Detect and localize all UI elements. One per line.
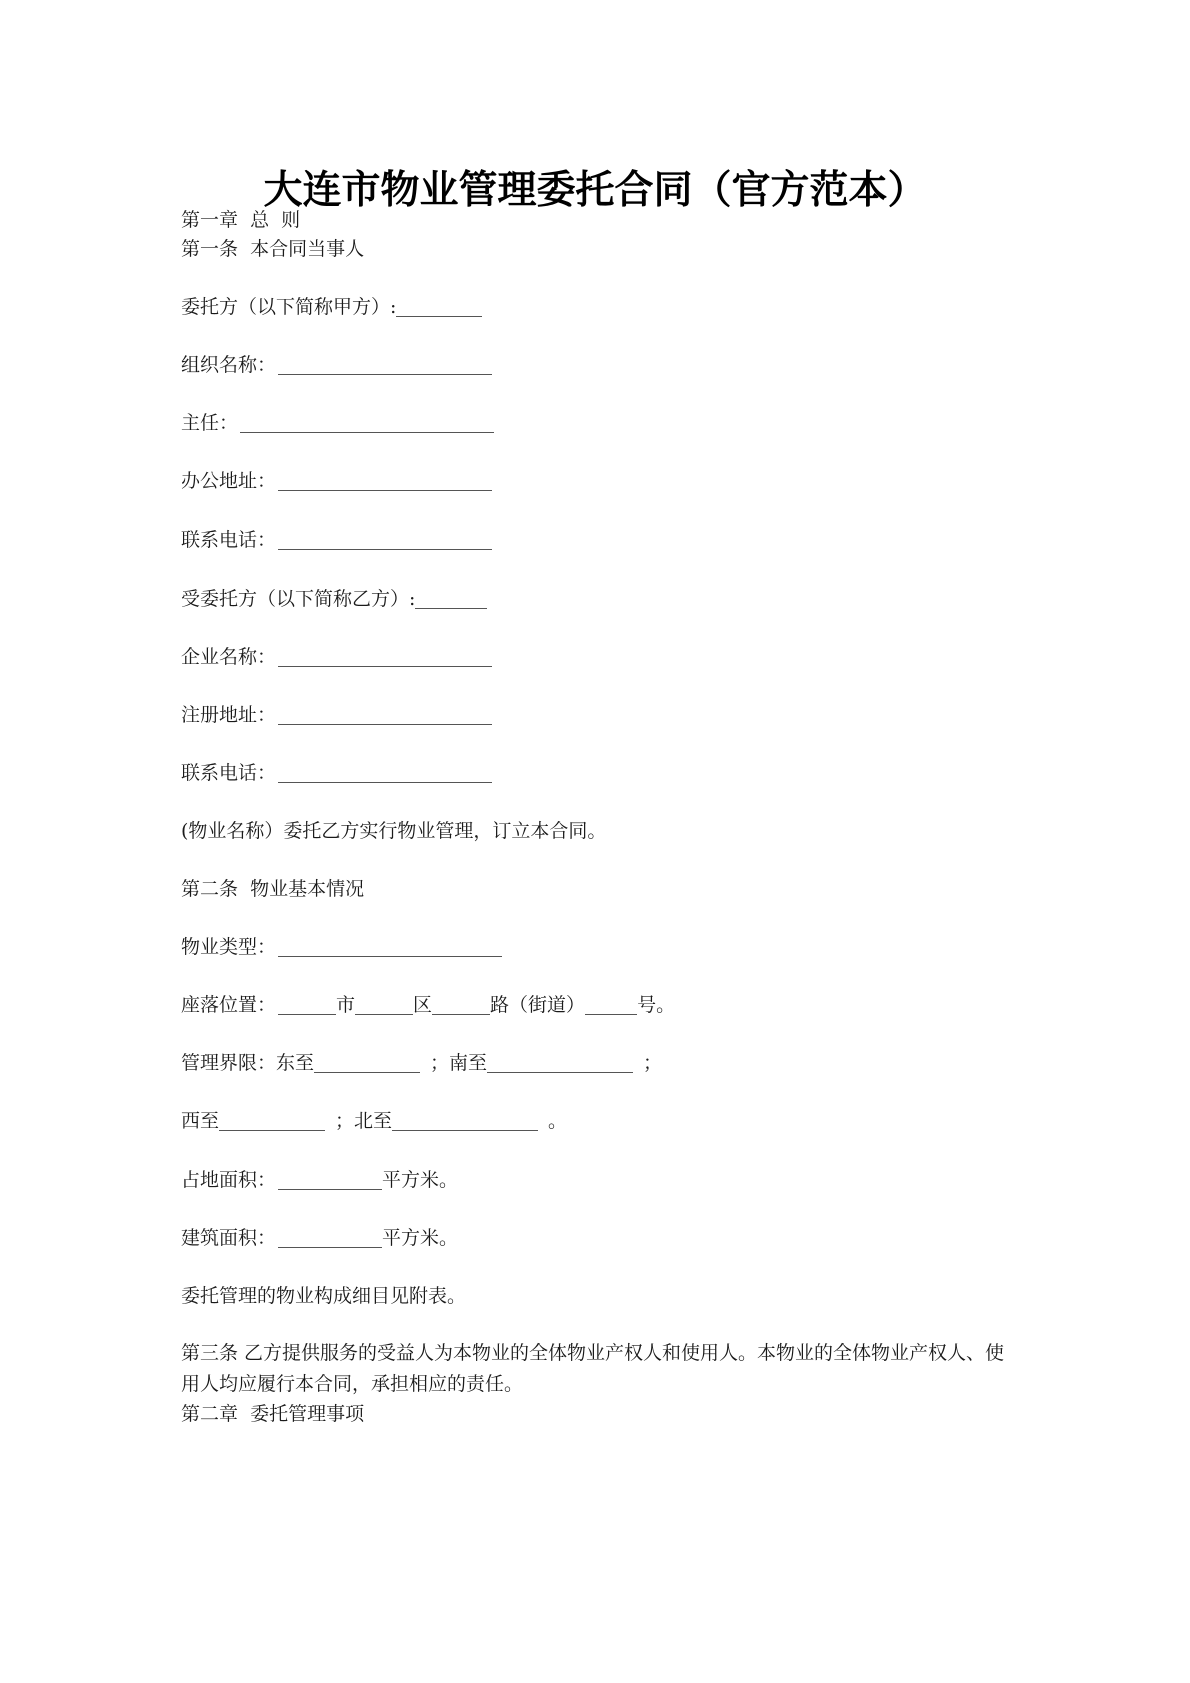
property-type-row: [181, 934, 502, 960]
registered-address-row: [181, 702, 492, 728]
semicolon: ；: [643, 1052, 663, 1074]
property-type-label: 物业类型：: [181, 936, 277, 958]
south-boundary-field[interactable]: [487, 1054, 633, 1073]
article-1-text: 第一条 本合同当事人: [181, 238, 365, 260]
land-area-field[interactable]: [278, 1171, 382, 1190]
registered-address-field[interactable]: [278, 706, 492, 725]
location-road-field[interactable]: [432, 996, 490, 1015]
land-area-label: 占地面积：: [181, 1169, 277, 1191]
detail-note-text: 委托管理的物业构成细目见附表。: [181, 1285, 467, 1307]
article-2-heading: [181, 876, 364, 902]
chapter-1-text: 第一章 总 则: [181, 209, 301, 231]
building-area-row: [181, 1225, 458, 1251]
org-name-field[interactable]: [278, 356, 492, 375]
party-a-phone-label: 联系电话：: [181, 529, 277, 551]
director-row: [181, 410, 494, 436]
company-name-row: [181, 644, 492, 670]
party-b-phone-label: 联系电话：: [181, 762, 277, 784]
building-area-label: 建筑面积：: [181, 1227, 277, 1249]
north-label: ；北至: [335, 1110, 393, 1132]
location-number-field[interactable]: [585, 996, 637, 1015]
chapter-1-heading: [181, 207, 300, 233]
boundary-row-2: [181, 1108, 567, 1134]
org-name-row: [181, 352, 492, 378]
location-district-text: 区: [413, 994, 433, 1016]
property-type-field[interactable]: [278, 938, 502, 957]
article-1-heading: [181, 236, 364, 262]
office-address-field[interactable]: [278, 472, 492, 491]
west-label: 西至: [181, 1110, 220, 1132]
boundary-row-1: [181, 1050, 662, 1076]
director-label: 主任：: [181, 412, 239, 434]
land-area-row: [181, 1167, 458, 1193]
party-a-label: 委托方（以下简称甲方）:: [181, 296, 397, 318]
party-b-field[interactable]: [415, 590, 487, 609]
location-row: [181, 992, 675, 1018]
west-boundary-field[interactable]: [219, 1112, 325, 1131]
building-area-field[interactable]: [278, 1229, 382, 1248]
building-area-unit: 平方米。: [382, 1227, 459, 1249]
company-name-label: 企业名称：: [181, 646, 277, 668]
party-a-phone-field[interactable]: [278, 531, 492, 550]
north-boundary-field[interactable]: [392, 1112, 538, 1131]
location-number-text: 号。: [637, 994, 676, 1016]
office-address-row: [181, 468, 492, 494]
detail-note: [181, 1283, 466, 1309]
org-name-label: 组织名称：: [181, 354, 277, 376]
location-label: 座落位置：: [181, 994, 277, 1016]
location-city-field[interactable]: [278, 996, 336, 1015]
article-2-text: 第二条 物业基本情况: [181, 878, 365, 900]
location-road-text: 路（街道）: [490, 994, 586, 1016]
party-b-phone-field[interactable]: [278, 764, 492, 783]
party-a-phone-row: [181, 527, 492, 553]
party-b-label: 受委托方（以下简称乙方）:: [181, 588, 416, 610]
article-3-paragraph: 第三条 乙方提供服务的受益人为本物业的全体物业产权人和使用人。本物业的全体物业产权人、使用人均应履行本合同，承担相应的责任。: [181, 1342, 1005, 1395]
party-b-row: [181, 586, 487, 612]
party-b-phone-row: [181, 760, 492, 786]
company-name-field[interactable]: [278, 648, 492, 667]
chapter-2-text: 第二章 委托管理事项: [181, 1403, 365, 1425]
party-a-field[interactable]: [396, 298, 482, 317]
east-boundary-field[interactable]: [314, 1054, 420, 1073]
registered-address-label: 注册地址：: [181, 704, 277, 726]
entrust-sentence-text: (物业名称）委托乙方实行物业管理，订立本合同。: [181, 820, 607, 842]
document-title: 大连市物业管理委托合同（官方范本）: [263, 167, 927, 213]
east-label: 管理界限：东至: [181, 1052, 315, 1074]
entrust-sentence: [181, 818, 606, 844]
location-city-text: 市: [336, 994, 356, 1016]
party-a-row: [181, 294, 482, 320]
director-field[interactable]: [240, 414, 494, 433]
chapter-2-heading: [181, 1401, 364, 1427]
land-area-unit: 平方米。: [382, 1169, 459, 1191]
period: 。: [548, 1110, 568, 1132]
office-address-label: 办公地址：: [181, 470, 277, 492]
south-label: ；南至: [430, 1052, 488, 1074]
location-district-field[interactable]: [355, 996, 413, 1015]
